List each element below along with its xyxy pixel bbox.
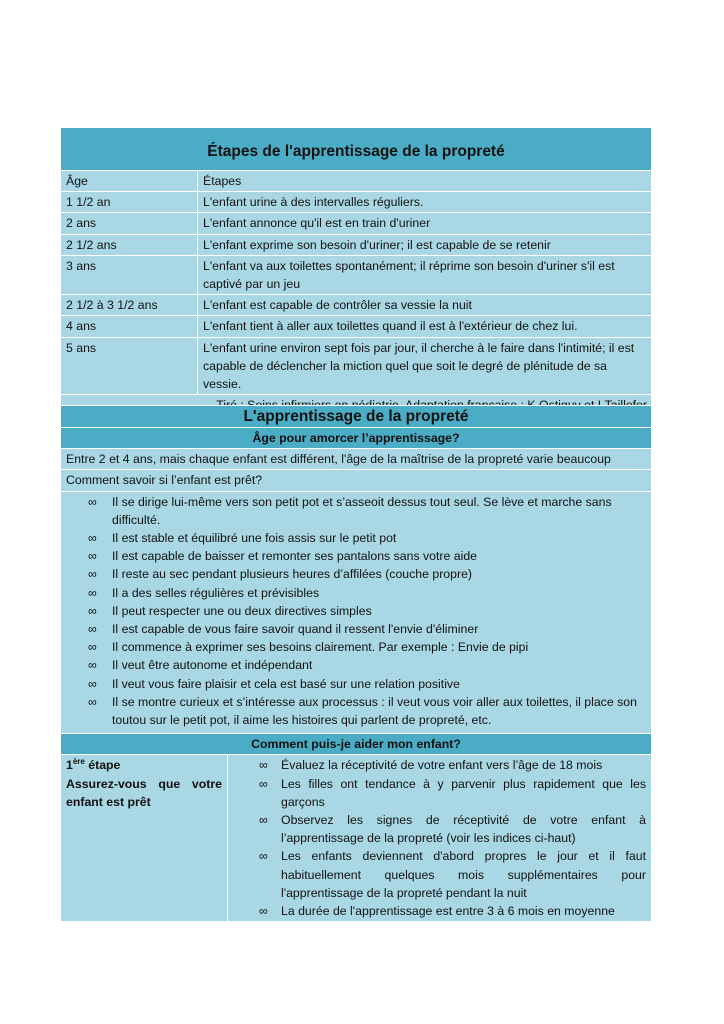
stage-description: L'enfant annonce qu'il est en train d'uriner (198, 213, 652, 234)
how-to-help-heading: Comment puis-je aider mon enfant? (61, 734, 652, 755)
table-header-row (61, 171, 652, 192)
list-item: ∞ Il veut vous faire plaisir et cela est basé sur une relation positive (88, 675, 646, 693)
list-item: ∞ Évaluez la réceptivité de votre enfant vers l’âge de 18 mois (259, 756, 646, 774)
list-item: ∞ Les filles ont tendance à y parvenir plus rapidement que les garçons (259, 775, 646, 811)
stage-age: 2 1/2 ans (61, 234, 198, 255)
stages-table (60, 127, 652, 416)
stage-description: L'enfant tient à aller aux toilettes quand il est à l'extérieur de chez lui. (198, 316, 652, 337)
stage-description: L'enfant exprime son besoin d'uriner; il est capable de se retenir (198, 234, 652, 255)
list-item: ∞ Il commence à exprimer ses besoins clairement. Par exemple : Envie de pipi (88, 638, 646, 656)
list-item: ∞ Il se dirige lui-même vers son petit pot et s’asseoit dessus tout seul. Se lève et marche sans difficulté. (88, 493, 646, 529)
list-item: ∞ Il est capable de baisser et remonter ses pantalons sans votre aide (88, 547, 646, 565)
stage-age: 3 ans (61, 255, 198, 294)
list-item: ∞ Il a des selles régulières et prévisibles (88, 584, 646, 602)
stage-description: L'enfant urine environ sept fois par jour, il cherche à le faire dans l'intimité; il est capable de déclencher la miction quel que soit le degré de plénitude de sa vessie. (198, 337, 652, 395)
readiness-signs-list (66, 493, 646, 730)
list-item: ∞ Observez les signes de réceptivité de votre enfant à l’apprentissage de la propreté (voir les indices ci-haut) (259, 811, 646, 847)
list-item: ∞ Il est stable et équilibré une fois assis sur le petit pot (88, 529, 646, 547)
stage-row (61, 337, 652, 395)
readiness-signs-cell (61, 491, 652, 734)
list-item: ∞ La durée de l'apprentissage est entre 3 à 6 mois en moyenne (259, 902, 646, 920)
stage-age: 1 1/2 an (61, 192, 198, 213)
stage-age: 5 ans (61, 337, 198, 395)
step1-cell (61, 755, 228, 922)
stage-age: 2 1/2 à 3 1/2 ans (61, 295, 198, 316)
step1-description: Assurez-vous que votre enfant est prêt (66, 776, 222, 809)
step1-bullets (233, 756, 646, 920)
stage-row (61, 213, 652, 234)
step1-title: 1ère étape (66, 757, 121, 773)
stage-description: L'enfant va aux toilettes spontanément; il réprime son besoin d'uriner s'il est captivé par un jeu (198, 255, 652, 294)
list-item: ∞ Les enfants deviennent d'abord propres le jour et il faut habituellement quelques mois supplémentaires pour l'apprentissage de la propreté pendant la nuit (259, 847, 646, 902)
toilet-training-table (60, 405, 652, 922)
header-age: Âge (61, 171, 198, 192)
list-item: ∞ Il reste au sec pendant plusieurs heures d’affilées (couche propre) (88, 565, 646, 583)
stage-row (61, 255, 652, 294)
stage-age: 4 ans (61, 316, 198, 337)
stage-age: 2 ans (61, 213, 198, 234)
readiness-question: Comment savoir si l’enfant est prêt? (61, 470, 652, 491)
toilet-training-title: L'apprentissage de la propreté (61, 406, 652, 428)
stages-table-title: Étapes de l'apprentissage de la propreté (61, 128, 652, 171)
stage-row (61, 316, 652, 337)
stage-description: L'enfant est capable de contrôler sa vessie la nuit (198, 295, 652, 316)
list-item: ∞ Il est capable de vous faire savoir quand il ressent l'envie d'éliminer (88, 620, 646, 638)
age-intro-text: Entre 2 et 4 ans, mais chaque enfant est différent, l'âge de la maîtrise de la propreté varie beaucoup (61, 449, 652, 470)
stage-description: L'enfant urine à des intervalles réguliers. (198, 192, 652, 213)
header-steps: Étapes (198, 171, 652, 192)
list-item: ∞ Il se montre curieux et s’intéresse aux processus : il veut vous voir aller aux toilettes, il place son toutou sur le petit pot, il aime les histoires qui parlent de propreté, etc. (88, 693, 646, 729)
age-to-start-heading: Âge pour amorcer l’apprentissage? (61, 428, 652, 449)
list-item: ∞ Il peut respecter une ou deux directives simples (88, 602, 646, 620)
stage-row (61, 192, 652, 213)
list-item: ∞ Il veut être autonome et indépendant (88, 656, 646, 674)
step1-bullets-cell (228, 755, 652, 922)
stage-row (61, 234, 652, 255)
stage-row (61, 295, 652, 316)
